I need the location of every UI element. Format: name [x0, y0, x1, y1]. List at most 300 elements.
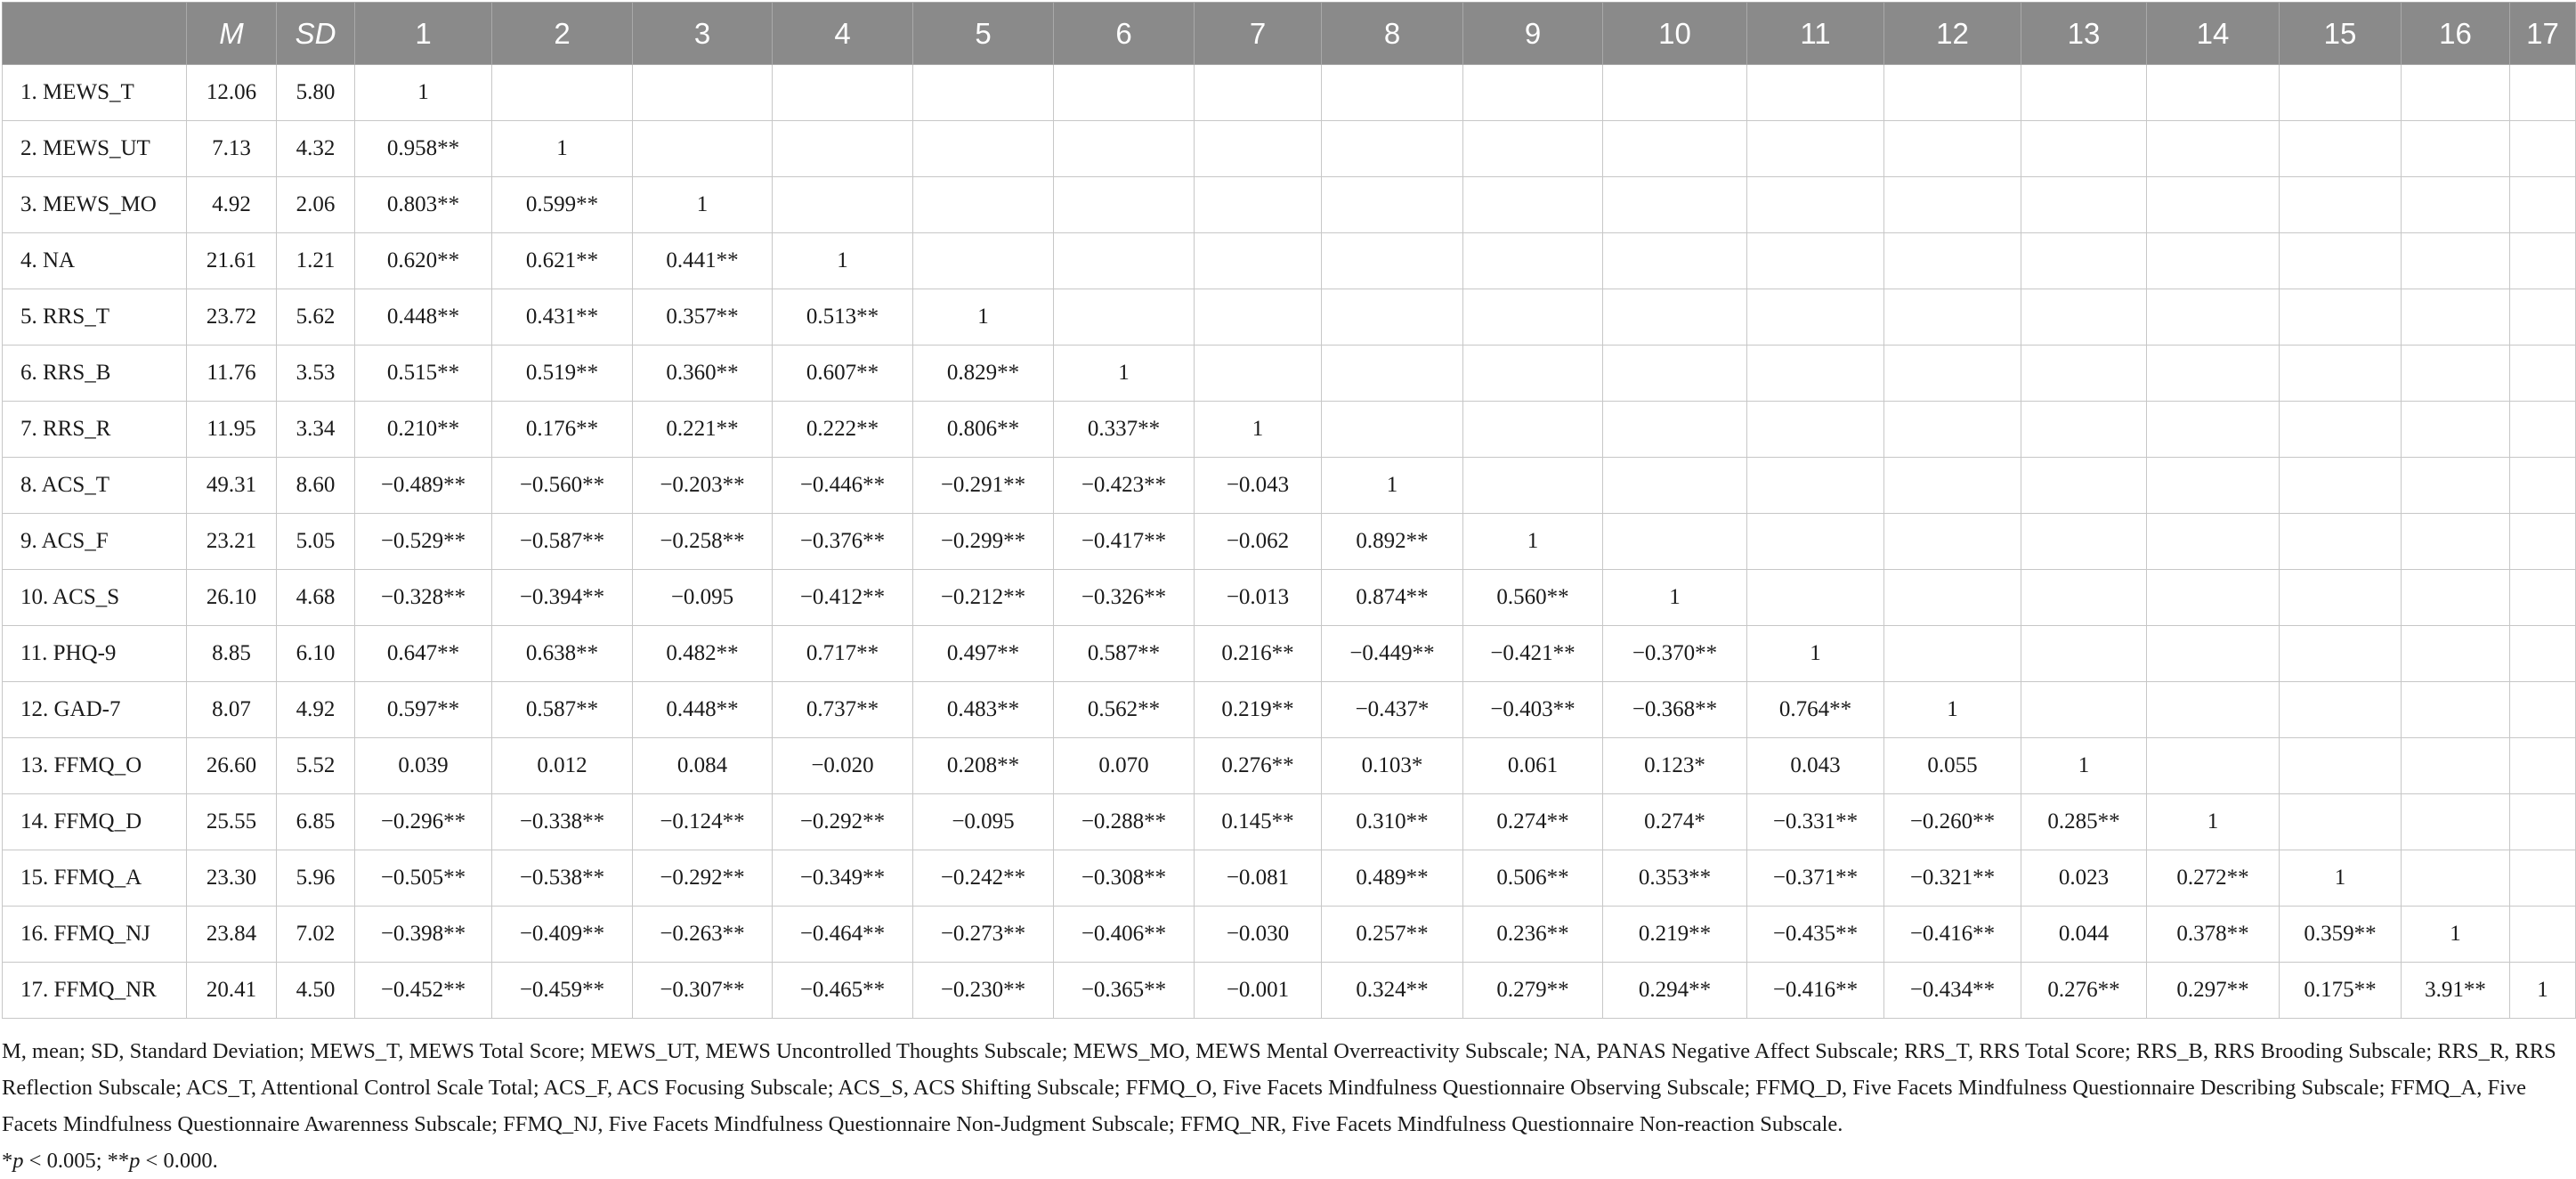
table-cell: 0.039: [355, 738, 492, 794]
table-cell: 0.216**: [1195, 626, 1322, 682]
table-cell: −0.326**: [1054, 570, 1195, 626]
variable-name-cell: 4. NA: [3, 233, 187, 289]
table-cell: [1603, 233, 1747, 289]
table-cell: 1: [1054, 346, 1195, 402]
table-cell: [2147, 121, 2280, 177]
table-cell: [2510, 794, 2576, 850]
table-cell: 0.806**: [913, 402, 1054, 458]
table-cell: 4.68: [277, 570, 355, 626]
table-cell: 0.285**: [2021, 794, 2147, 850]
table-cell: 5.52: [277, 738, 355, 794]
variable-name-cell: 1. MEWS_T: [3, 65, 187, 121]
table-cell: −0.587**: [492, 514, 633, 570]
table-cell: 0.219**: [1603, 907, 1747, 963]
table-row: [3, 850, 2576, 907]
table-cell: 5.62: [277, 289, 355, 346]
table-cell: [2280, 233, 2402, 289]
table-cell: −0.124**: [633, 794, 773, 850]
table-cell: [2510, 65, 2576, 121]
table-cell: 1: [1463, 514, 1603, 570]
table-cell: 0.294**: [1603, 963, 1747, 1019]
table-cell: 1: [355, 65, 492, 121]
table-cell: 0.513**: [773, 289, 913, 346]
table-cell: 7.02: [277, 907, 355, 963]
table-cell: [1747, 458, 1884, 514]
table-cell: [2147, 289, 2280, 346]
table-cell: 4.92: [277, 682, 355, 738]
table-cell: −0.258**: [633, 514, 773, 570]
table-cell: [1884, 65, 2021, 121]
table-cell: −0.043: [1195, 458, 1322, 514]
correlation-table: [2, 2, 2576, 1019]
table-cell: −0.349**: [773, 850, 913, 907]
table-cell: 0.647**: [355, 626, 492, 682]
table-cell: [2402, 289, 2510, 346]
table-cell: [1747, 65, 1884, 121]
table-row: [3, 738, 2576, 794]
table-cell: [1603, 289, 1747, 346]
table-cell: [2147, 682, 2280, 738]
header-cell: 4: [773, 3, 913, 65]
footnote-significance: [2, 1142, 2556, 1179]
table-cell: 0.297**: [2147, 963, 2280, 1019]
table-cell: 0.176**: [492, 402, 633, 458]
table-cell: −0.242**: [913, 850, 1054, 907]
table-cell: 21.61: [187, 233, 277, 289]
table-cell: [1322, 233, 1463, 289]
table-cell: −0.331**: [1747, 794, 1884, 850]
table-cell: 6.10: [277, 626, 355, 682]
table-cell: 0.236**: [1463, 907, 1603, 963]
table-cell: −0.560**: [492, 458, 633, 514]
table-cell: 0.874**: [1322, 570, 1463, 626]
table-cell: 0.023: [2021, 850, 2147, 907]
footnote-sig2-p: p: [129, 1149, 141, 1173]
table-cell: 0.621**: [492, 233, 633, 289]
header-cell: 6: [1054, 3, 1195, 65]
table-cell: [1884, 346, 2021, 402]
table-cell: [1195, 289, 1322, 346]
table-cell: −0.013: [1195, 570, 1322, 626]
table-cell: [913, 177, 1054, 233]
table-cell: −0.062: [1195, 514, 1322, 570]
table-cell: [1463, 233, 1603, 289]
variable-name-cell: 16. FFMQ_NJ: [3, 907, 187, 963]
table-cell: −0.464**: [773, 907, 913, 963]
table-cell: 0.448**: [355, 289, 492, 346]
table-row: [3, 402, 2576, 458]
table-cell: 7.13: [187, 121, 277, 177]
table-cell: 0.276**: [2021, 963, 2147, 1019]
table-cell: 0.620**: [355, 233, 492, 289]
table-cell: 0.337**: [1054, 402, 1195, 458]
table-cell: 0.274*: [1603, 794, 1747, 850]
table-cell: 5.80: [277, 65, 355, 121]
table-cell: [1195, 177, 1322, 233]
table-cell: −0.371**: [1747, 850, 1884, 907]
table-cell: 0.441**: [633, 233, 773, 289]
table-cell: −0.296**: [355, 794, 492, 850]
footnote-sig1-p: p: [12, 1149, 24, 1173]
table-cell: [1054, 177, 1195, 233]
table-cell: [2147, 514, 2280, 570]
table-cell: −0.230**: [913, 963, 1054, 1019]
header-cell: 2: [492, 3, 633, 65]
table-cell: −0.370**: [1603, 626, 1747, 682]
table-cell: 0.175**: [2280, 963, 2402, 1019]
table-cell: 23.21: [187, 514, 277, 570]
table-cell: 0.274**: [1463, 794, 1603, 850]
table-cell: 4.50: [277, 963, 355, 1019]
table-cell: [1884, 289, 2021, 346]
table-cell: [1747, 346, 1884, 402]
table-cell: −0.020: [773, 738, 913, 794]
table-cell: 0.360**: [633, 346, 773, 402]
variable-name-cell: 17. FFMQ_NR: [3, 963, 187, 1019]
table-cell: [2280, 682, 2402, 738]
table-cell: 1: [633, 177, 773, 233]
variable-name-cell: 11. PHQ-9: [3, 626, 187, 682]
table-cell: −0.365**: [1054, 963, 1195, 1019]
table-cell: [1463, 65, 1603, 121]
table-cell: [2021, 570, 2147, 626]
footnote-abbreviations: M, mean; SD, Standard Deviation; MEWS_T, MEWS Total Score; MEWS_UT, MEWS Uncontrolled Thoughts Subscale; MEWS_MO, MEWS Mental Overreactivity Subscale; NA, PANAS Negative Affect Subscale; RRS_T, RRS Total Score; RRS_B, RRS Brooding Subscale; RRS_R, RRS Reflection Subscale; ACS_T, Attentional Control Scale Total; ACS_F, ACS Focusing Subscale; ACS_S, ACS Shifting Subscale; FFMQ_O, Five Facets Mindfulness Questionnaire Observing Subscale; FFMQ_D, Five Facets Mindfulness Questionnaire Describing Subscale; FFMQ_A, Five Facets Mindfulness Questionnaire Awarenness Subscale; FFMQ_NJ, Five Facets Mindfulness Questionnaire Non-Judgment Subscale; FFMQ_NR, Five Facets Mindfulness Questionnaire Non-reaction Subscale.: [2, 1039, 2556, 1136]
table-cell: 1: [2402, 907, 2510, 963]
table-cell: 2.06: [277, 177, 355, 233]
table-cell: [1322, 402, 1463, 458]
table-cell: [1747, 121, 1884, 177]
table-cell: [1054, 121, 1195, 177]
table-cell: 0.562**: [1054, 682, 1195, 738]
table-cell: 0.958**: [355, 121, 492, 177]
table-cell: 0.638**: [492, 626, 633, 682]
table-cell: 8.07: [187, 682, 277, 738]
variable-name-cell: 6. RRS_B: [3, 346, 187, 402]
table-cell: [2510, 402, 2576, 458]
header-cell: M: [187, 3, 277, 65]
table-cell: [2510, 850, 2576, 907]
table-cell: −0.212**: [913, 570, 1054, 626]
table-cell: [2147, 626, 2280, 682]
variable-name-cell: 13. FFMQ_O: [3, 738, 187, 794]
table-cell: 26.10: [187, 570, 277, 626]
table-cell: [1322, 65, 1463, 121]
table-cell: −0.030: [1195, 907, 1322, 963]
header-cell: 17: [2510, 3, 2576, 65]
variable-name-cell: 8. ACS_T: [3, 458, 187, 514]
table-cell: [2402, 233, 2510, 289]
table-cell: 1: [913, 289, 1054, 346]
table-cell: [1463, 458, 1603, 514]
table-cell: [2021, 458, 2147, 514]
table-cell: 0.560**: [1463, 570, 1603, 626]
table-cell: 3.53: [277, 346, 355, 402]
table-cell: −0.423**: [1054, 458, 1195, 514]
table-cell: [1747, 402, 1884, 458]
table-cell: −0.288**: [1054, 794, 1195, 850]
table-cell: −0.273**: [913, 907, 1054, 963]
table-cell: [2280, 346, 2402, 402]
table-cell: 0.829**: [913, 346, 1054, 402]
table-cell: 0.489**: [1322, 850, 1463, 907]
table-cell: 0.431**: [492, 289, 633, 346]
table-row: [3, 65, 2576, 121]
table-cell: [2510, 626, 2576, 682]
table-cell: −0.421**: [1463, 626, 1603, 682]
table-cell: −0.459**: [492, 963, 633, 1019]
table-row: [3, 682, 2576, 738]
table-cell: −0.095: [913, 794, 1054, 850]
table-cell: −0.203**: [633, 458, 773, 514]
table-cell: −0.291**: [913, 458, 1054, 514]
table-cell: 0.353**: [1603, 850, 1747, 907]
table-row: [3, 570, 2576, 626]
table-cell: [1054, 65, 1195, 121]
table-cell: 1: [2510, 963, 2576, 1019]
table-cell: −0.437*: [1322, 682, 1463, 738]
table-cell: [2280, 626, 2402, 682]
table-cell: [2280, 570, 2402, 626]
table-cell: 0.448**: [633, 682, 773, 738]
table-cell: −0.292**: [773, 794, 913, 850]
table-cell: [913, 233, 1054, 289]
table-cell: [2021, 233, 2147, 289]
table-row: [3, 346, 2576, 402]
table-cell: [2510, 289, 2576, 346]
table-cell: [2402, 850, 2510, 907]
table-cell: [1884, 402, 2021, 458]
table-cell: −0.321**: [1884, 850, 2021, 907]
table-cell: 0.506**: [1463, 850, 1603, 907]
table-cell: [2147, 346, 2280, 402]
table-cell: 0.219**: [1195, 682, 1322, 738]
table-cell: [1463, 402, 1603, 458]
table-cell: [2510, 907, 2576, 963]
table-cell: 23.72: [187, 289, 277, 346]
table-cell: 26.60: [187, 738, 277, 794]
table-cell: −0.465**: [773, 963, 913, 1019]
table-cell: 0.597**: [355, 682, 492, 738]
variable-name-cell: 5. RRS_T: [3, 289, 187, 346]
table-cell: [1747, 177, 1884, 233]
table-cell: 0.103*: [1322, 738, 1463, 794]
table-cell: [2402, 402, 2510, 458]
table-cell: −0.412**: [773, 570, 913, 626]
table-cell: [1463, 177, 1603, 233]
variable-name-cell: 2. MEWS_UT: [3, 121, 187, 177]
table-cell: [2147, 177, 2280, 233]
table-cell: [1603, 177, 1747, 233]
table-cell: −0.394**: [492, 570, 633, 626]
table-cell: 0.221**: [633, 402, 773, 458]
table-cell: 8.60: [277, 458, 355, 514]
table-cell: 0.257**: [1322, 907, 1463, 963]
header-cell: 7: [1195, 3, 1322, 65]
table-cell: [1884, 121, 2021, 177]
table-cell: [2510, 233, 2576, 289]
table-cell: [2021, 402, 2147, 458]
table-cell: [2147, 402, 2280, 458]
table-cell: [1884, 177, 2021, 233]
table-cell: 5.05: [277, 514, 355, 570]
table-cell: 0.123*: [1603, 738, 1747, 794]
table-cell: [2402, 514, 2510, 570]
table-cell: [1884, 570, 2021, 626]
table-cell: 0.717**: [773, 626, 913, 682]
table-row: [3, 458, 2576, 514]
table-cell: 0.061: [1463, 738, 1603, 794]
table-cell: [773, 121, 913, 177]
table-footnote: [2, 1033, 2556, 1179]
table-cell: 0.012: [492, 738, 633, 794]
table-cell: [2021, 121, 2147, 177]
table-cell: −0.292**: [633, 850, 773, 907]
header-cell: 5: [913, 3, 1054, 65]
table-cell: 4.92: [187, 177, 277, 233]
table-cell: [2147, 233, 2280, 289]
table-cell: [1322, 177, 1463, 233]
table-cell: −0.417**: [1054, 514, 1195, 570]
table-cell: 0.607**: [773, 346, 913, 402]
table-cell: 3.34: [277, 402, 355, 458]
header-cell: 13: [2021, 3, 2147, 65]
table-cell: −0.368**: [1603, 682, 1747, 738]
table-cell: 0.482**: [633, 626, 773, 682]
table-cell: 49.31: [187, 458, 277, 514]
table-cell: −0.328**: [355, 570, 492, 626]
table-cell: [2280, 514, 2402, 570]
table-cell: [2280, 121, 2402, 177]
table-cell: [1603, 346, 1747, 402]
table-cell: [2147, 458, 2280, 514]
table-cell: [2510, 514, 2576, 570]
table-cell: [1195, 346, 1322, 402]
table-cell: [773, 177, 913, 233]
table-cell: 0.378**: [2147, 907, 2280, 963]
header-cell: 12: [1884, 3, 2021, 65]
table-cell: [633, 121, 773, 177]
table-cell: −0.095: [633, 570, 773, 626]
table-cell: [1463, 121, 1603, 177]
table-cell: 23.84: [187, 907, 277, 963]
table-cell: 25.55: [187, 794, 277, 850]
header-cell: 11: [1747, 3, 1884, 65]
table-cell: 0.070: [1054, 738, 1195, 794]
table-cell: [1322, 121, 1463, 177]
table-row: [3, 963, 2576, 1019]
table-cell: [913, 65, 1054, 121]
table-cell: −0.416**: [1747, 963, 1884, 1019]
table-cell: [633, 65, 773, 121]
table-cell: 8.85: [187, 626, 277, 682]
variable-name-cell: 10. ACS_S: [3, 570, 187, 626]
table-row: [3, 514, 2576, 570]
table-cell: [1463, 346, 1603, 402]
table-cell: −0.529**: [355, 514, 492, 570]
table-cell: 0.043: [1747, 738, 1884, 794]
table-cell: [2402, 458, 2510, 514]
table-cell: [913, 121, 1054, 177]
table-cell: [2021, 346, 2147, 402]
table-cell: 0.084: [633, 738, 773, 794]
table-cell: [1195, 121, 1322, 177]
table-cell: 0.737**: [773, 682, 913, 738]
table-cell: [2280, 402, 2402, 458]
table-cell: 1: [1603, 570, 1747, 626]
header-cell: 15: [2280, 3, 2402, 65]
footnote-sig2-mark: **: [107, 1149, 130, 1173]
table-cell: 0.519**: [492, 346, 633, 402]
table-cell: [1884, 458, 2021, 514]
table-cell: −0.001: [1195, 963, 1322, 1019]
table-cell: −0.299**: [913, 514, 1054, 570]
table-cell: [2402, 177, 2510, 233]
table-row: [3, 121, 2576, 177]
table-cell: −0.505**: [355, 850, 492, 907]
table-cell: [2510, 458, 2576, 514]
table-cell: 1: [773, 233, 913, 289]
table-cell: 6.85: [277, 794, 355, 850]
table-cell: [2280, 458, 2402, 514]
table-cell: [1322, 346, 1463, 402]
table-row: [3, 233, 2576, 289]
table-cell: 0.055: [1884, 738, 2021, 794]
table-cell: −0.489**: [355, 458, 492, 514]
table-cell: 1: [1322, 458, 1463, 514]
header-cell: 3: [633, 3, 773, 65]
table-cell: −0.449**: [1322, 626, 1463, 682]
table-cell: −0.263**: [633, 907, 773, 963]
variable-name-cell: 14. FFMQ_D: [3, 794, 187, 850]
table-cell: −0.434**: [1884, 963, 2021, 1019]
table-cell: −0.452**: [355, 963, 492, 1019]
table-cell: [1603, 65, 1747, 121]
table-cell: 3.91**: [2402, 963, 2510, 1019]
table-cell: [1195, 65, 1322, 121]
table-cell: [2021, 177, 2147, 233]
table-cell: [2510, 121, 2576, 177]
table-cell: [2402, 65, 2510, 121]
table-cell: −0.260**: [1884, 794, 2021, 850]
header-cell: 8: [1322, 3, 1463, 65]
table-cell: 1: [1884, 682, 2021, 738]
table-row: [3, 626, 2576, 682]
table-row: [3, 907, 2576, 963]
table-cell: [2510, 346, 2576, 402]
table-cell: 0.803**: [355, 177, 492, 233]
table-cell: 4.32: [277, 121, 355, 177]
table-cell: 0.310**: [1322, 794, 1463, 850]
table-cell: 1: [1195, 402, 1322, 458]
table-cell: 0.210**: [355, 402, 492, 458]
table-cell: [1322, 289, 1463, 346]
table-header-row: [3, 3, 2576, 65]
table-cell: [2147, 65, 2280, 121]
table-cell: −0.435**: [1747, 907, 1884, 963]
table-cell: [2402, 738, 2510, 794]
table-cell: [2280, 738, 2402, 794]
header-cell: SD: [277, 3, 355, 65]
table-row: [3, 289, 2576, 346]
table-cell: 1: [1747, 626, 1884, 682]
table-cell: 0.892**: [1322, 514, 1463, 570]
table-cell: −0.406**: [1054, 907, 1195, 963]
table-cell: [2510, 177, 2576, 233]
table-cell: 23.30: [187, 850, 277, 907]
table-cell: −0.446**: [773, 458, 913, 514]
table-cell: 0.599**: [492, 177, 633, 233]
table-cell: [1195, 233, 1322, 289]
